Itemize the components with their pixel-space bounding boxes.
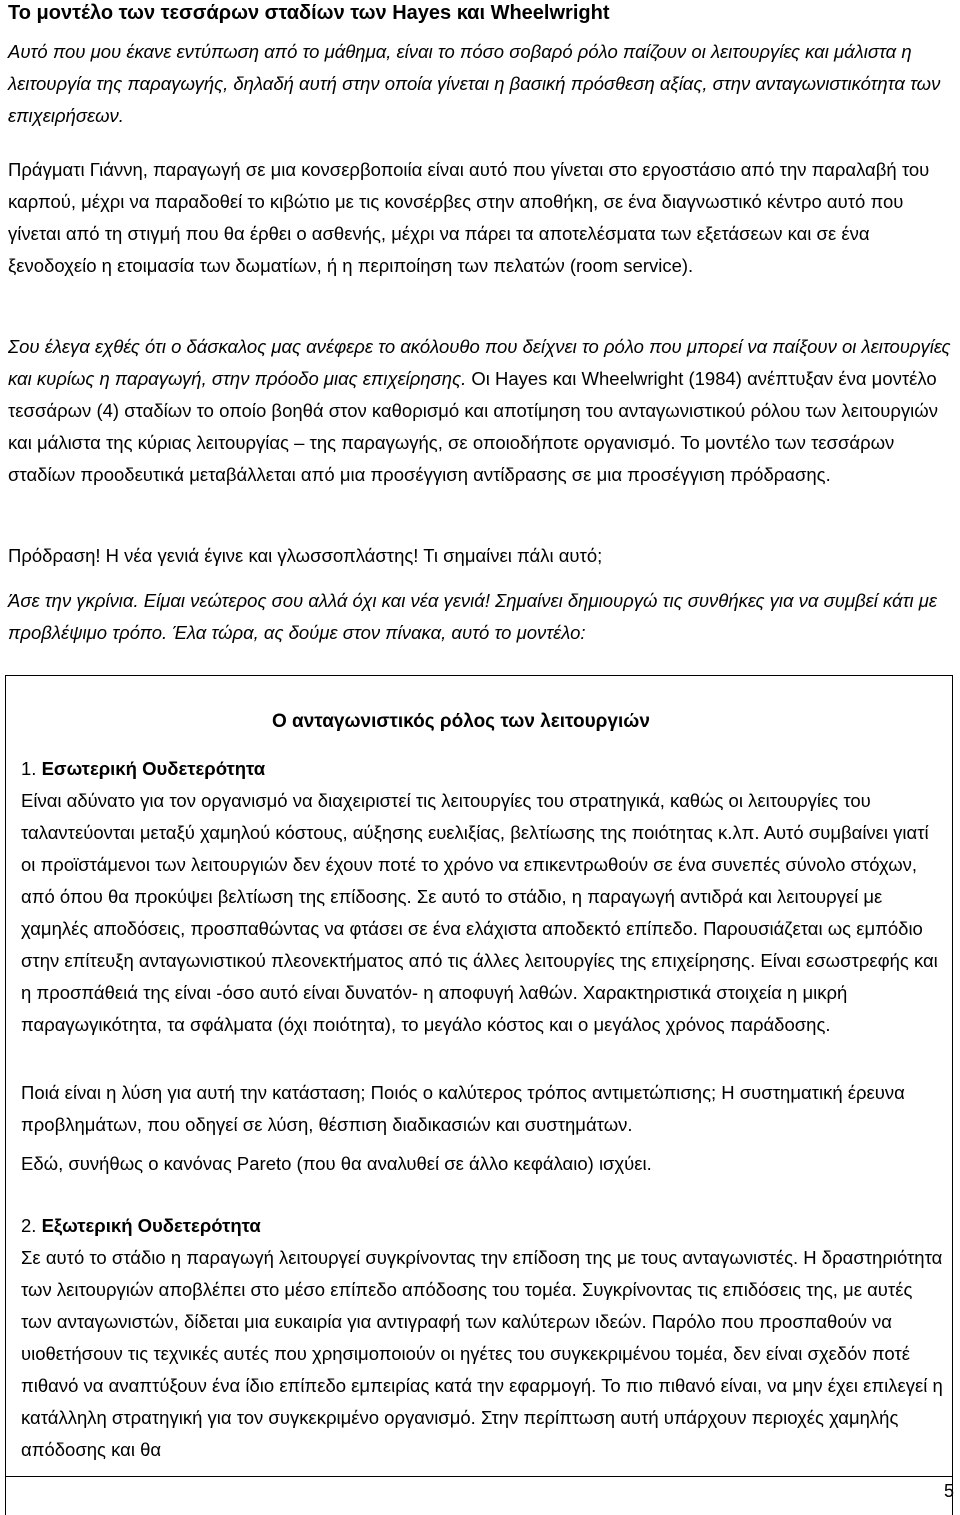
model-paragraph-regular: Οι Hayes και Wheelwright (1984) ανέπτυξαν ένα μοντέλο τεσσάρων (4) σταδίων το οποίο βοηθά στον καθορισμό και αποτίμηση του ανταγωνιστικού ρόλου των λειτουργιών και μάλιστα της κύριας λειτουργίας – της παραγωγής, σε οποιοδήποτε οργανισμό. Το μοντέλο των τεσσάρων σταδίων προοδευτικά μεταβάλλεται από μια προσέγγιση αντίδρασης σε μια προσέγγιση πρόδρασης.	[8, 368, 938, 485]
reply-paragraph-part1: Άσε την γκρίνια. Είμαι νεώτερος σου αλλά όχι και νέα γενιά!	[8, 590, 490, 611]
production-paragraph: Πράγματι Γιάννη, παραγωγή σε μια κονσερβοποιία είναι αυτό που γίνεται στο εργοστάσιο από την παραλαβή του καρπού, μέχρι να παραδοθεί το κιβώτιο με τις κονσέρβες στην αποθήκη, σε ένα διαγνωστικό κέντρο αυτό που γίνεται από τη στιγμή που θα έρθει ο ασθενής, μέχρι να πάρει τα αποτελέσματα των εξετάσεων και σε ένα ξενοδοχείο η ετοιμασία των δωματίων, ή η περιποίηση των πελατών (room service).	[8, 159, 930, 276]
stage1-number: 1.	[21, 758, 37, 779]
stage1-solution: Ποιά είναι η λύση για αυτή την κατάσταση; Ποιός ο καλύτερος τρόπος αντιμετώπισης; Η συστηματική έρευνα προβλημάτων, που οδηγεί σε λύση, θέσπιση διαδικασιών και συστημάτων.	[21, 1082, 905, 1135]
stage2-name: Εξωτερική Ουδετερότητα	[41, 1215, 261, 1236]
page-number: 5	[943, 1481, 954, 1501]
box-title: Ο ανταγωνιστικός ρόλος των λειτουργιών	[272, 711, 650, 732]
bottom-divider	[5, 1476, 953, 1477]
stage1-body: Είναι αδύνατο για τον οργανισμό να διαχειριστεί τις λειτουργίες του στρατηγικά, καθώς οι λειτουργίες του ταλαντεύονται μεταξύ χαμηλού κόστους, αύξησης ευελιξίας, βελτίωσης της ποιότητας κ.λπ. Αυτό συμβαίνει γιατί οι προϊστάμενοι των λειτουργιών δεν έχουν ποτέ το χρόνο να επικεντρωθούν σε ένα συνεπές σύνολο στόχων, από όπου θα προκύψει βελτίωση της επίδοσης. Σε αυτό το στάδιο, η παραγωγή αντιδρά και λειτουργεί με χαμηλές αποδόσεις, προσπαθώντας να φτάσει σε ένα ελάχιστα αποδεκτό επίπεδο. Παρουσιάζεται ως εμπόδιο στην επίτευξη ανταγωνιστικού πλεονεκτήματος από τις άλλες λειτουργίες της επιχείρησης. Είναι εσωστρεφής και η προσπάθειά της είναι -όσο αυτό είναι δυνατόν- η αποφυγή λαθών. Χαρακτηριστικά στοιχεία η μικρή παραγωγικότητα, τα σφάλματα (όχι ποιότητα), το μεγάλο κόστος και ο μεγάλος χρόνος παράδοσης.	[21, 790, 938, 1035]
stage1-heading	[21, 753, 265, 785]
stage2-heading	[21, 1210, 261, 1242]
reply-paragraph	[8, 585, 953, 649]
document-title: Το μοντέλο των τεσσάρων σταδίων των Hayes και Wheelwright	[8, 2, 610, 24]
stage1-name: Εσωτερική Ουδετερότητα	[41, 758, 266, 779]
model-paragraph-italic: Σου έλεγα εχθές ότι ο δάσκαλος μας ανέφερε το ακόλουθο που δείχνει το ρόλο που μπορεί να παίξουν οι λειτουργίες και κυρίως η παραγωγή, στην πρόοδο μιας επιχείρησης.	[8, 336, 951, 389]
stage2-body: Σε αυτό το στάδιο η παραγωγή λειτουργεί συγκρίνοντας την επίδοση της με τους ανταγωνιστές. Η δραστηριότητα των λειτουργιών αποβλέπει στο μέσο επίπεδο απόδοσης του τομέα. Συγκρίνοντας τις επιδόσεις της, με αυτές των ανταγωνιστών, δίδεται μια ευκαιρία για αντιγραφή των καλύτερων ιδεών. Παρόλο που προσπαθούν να υιοθετήσουν τις τεχνικές αυτές που χρησιμοποιούν οι ηγέτες του συγκεκριμένου τομέα, δεν είναι σχεδόν ποτέ πιθανό να αναπτύξουν ένα ίδιο επίπεδο εμπειρίας κατά την εφαρμογή. Το πιο πιθανό είναι, να μην έχει επιλεγεί η κατάλληλη στρατηγική για τον συγκεκριμένο οργανισμό. Στην περίπτωση αυτή υπάρχουν περιοχές χαμηλής απόδοσης και θα	[21, 1247, 943, 1460]
stage2-number: 2.	[21, 1215, 37, 1236]
model-paragraph	[8, 331, 953, 491]
stage1-pareto: Εδώ, συνήθως ο κανόνας Pareto (που θα αναλυθεί σε άλλο κεφάλαιο) ισχύει.	[21, 1153, 652, 1174]
proactive-paragraph: Πρόδραση! Η νέα γενιά έγινε και γλωσσοπλάστης! Τι σημαίνει πάλι αυτό;	[8, 545, 603, 566]
reply-paragraph-part2: Σημαίνει δημιουργώ τις συνθήκες για να συμβεί κάτι με προβλέψιμο τρόπο. Έλα τώρα, ας δούμε στον πίνακα, αυτό το μοντέλο:	[8, 590, 938, 643]
intro-paragraph: Αυτό που μου έκανε εντύπωση από το μάθημα, είναι το πόσο σοβαρό ρόλο παίζουν οι λειτουργίες και μάλιστα η λειτουργία της παραγωγής, δηλαδή αυτή στην οποία γίνεται η βασική πρόσθεση αξίας, στην ανταγωνιστικότητα των επιχειρήσεων.	[8, 41, 941, 126]
